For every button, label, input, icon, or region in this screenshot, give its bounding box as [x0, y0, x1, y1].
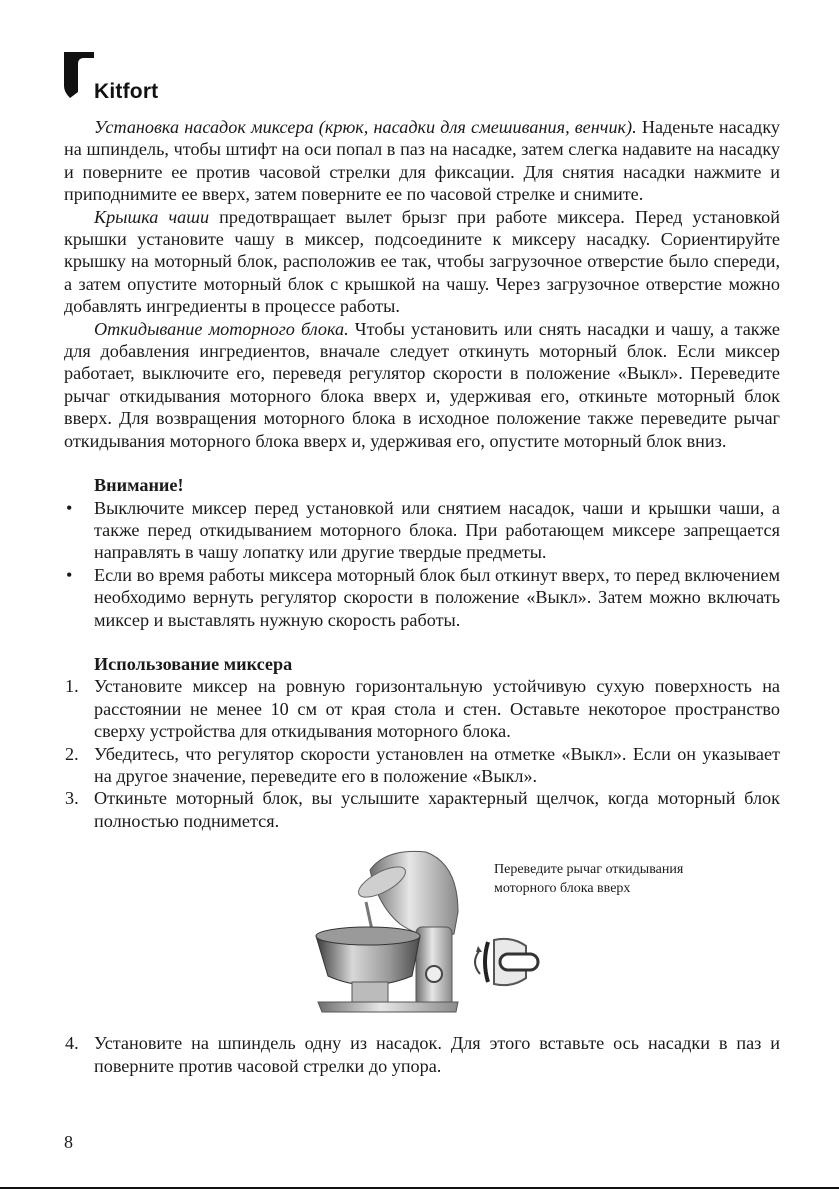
page-number: 8 — [64, 1132, 73, 1152]
list-item-text: Выключите миксер перед установкой или снятием насадок, чаши и крышки чаши, а также перед откидыванием моторного блока. При работающем миксере запрещается направлять в чашу лопатку или другие твердые предметы. — [94, 497, 780, 563]
list-item — [64, 564, 780, 631]
step-item — [64, 743, 780, 788]
paragraph-lead: Откидывание моторного блока. — [94, 318, 349, 339]
step-item — [64, 787, 780, 832]
warning-title: Внимание! — [94, 475, 184, 496]
usage-title: Использование миксера — [94, 653, 293, 674]
bullet-marker: • — [66, 497, 73, 518]
stand-mixer-illustration — [308, 842, 468, 1017]
bullet-marker: • — [66, 564, 73, 585]
list-item-text: Если во время работы миксера моторный блок был откинут вверх, то перед включением необходимо вернуть регулятор скорости в положение «Выкл». Затем можно включать миксер и выставлять нужную скорость работы. — [94, 564, 780, 630]
paragraph-lead: Крышка чаши — [94, 206, 210, 227]
step-text: Убедитесь, что регулятор скорости установлен на отметке «Выкл». Если он указывает на другое значение, переведите его в положение «Выкл». — [94, 743, 780, 786]
paragraph-text: Наденьте насадку на шпиндель, чтобы штифт на оси попал в паз на насадке, затем слегка надавите на насадку и поверните ее против часовой стрелки для фиксации. Для снятия насадки нажмите и приподнимите ее вверх, затем поверните ее по часовой стрелке и снимите. — [64, 117, 780, 205]
usage-steps — [64, 675, 780, 832]
caption-line: Переведите рычаг откидывания — [494, 862, 684, 878]
step-number: 4. — [65, 1033, 79, 1054]
step-number: 2. — [65, 743, 79, 764]
paragraph-bowl-lid — [64, 206, 780, 318]
figure-caption — [494, 860, 734, 898]
warning-list — [64, 497, 780, 631]
step-text: Откиньте моторный блок, вы услышите характерный щелчок, когда моторный блок полностью поднимется. — [94, 788, 780, 831]
page-bottom-divider — [0, 1187, 839, 1189]
paragraph-lead: Установка насадок миксера (крюк, насадки для смешивания, венчик). — [94, 117, 637, 137]
paragraph-text: Чтобы установить или снять насадки и чашу, а также для добавления ингредиентов, вначале следует откинуть моторный блок. Если миксер работает, выключите его, переведя регулятор скорости в положение «Выкл». Переведите рычаг откидывания моторного блока вверх и, удерживая его, откиньте моторный блок вверх. Для возвращения моторного блока в исходное положение также переведите рычаг откидывания моторного блока вверх и, удерживая его, опустите моторный блок вниз. — [64, 318, 780, 451]
step-item — [64, 675, 780, 742]
step-number: 1. — [65, 676, 79, 697]
brand-name: Kitfort — [94, 80, 159, 103]
step-item — [64, 1032, 780, 1077]
step-text: Установите на шпиндель одну из насадок. Для этого вставьте ось насадки в паз и поверните против часовой стрелки до упора. — [94, 1033, 780, 1076]
page-content — [64, 116, 780, 1077]
tilt-head-figure — [64, 842, 780, 1032]
kitfort-logo — [64, 52, 174, 102]
usage-steps-continued — [64, 1032, 780, 1077]
paragraph-tilt-head — [64, 318, 780, 452]
lever-rotate-icon — [464, 932, 554, 992]
step-text: Установите миксер на ровную горизонтальную устойчивую сухую поверхность на расстоянии не менее 10 см от края стола и стен. Оставьте некоторое пространство сверху устройства для откидывания моторного блока. — [94, 676, 780, 742]
caption-line: моторного блока вверх — [494, 881, 631, 897]
list-item — [64, 497, 780, 564]
step-number: 3. — [65, 788, 79, 809]
paragraph-text: предотвращает вылет брызг при работе миксера. Перед установкой крышки установите чашу в миксер, подсоедините к миксеру насадку. Сориентируйте крышку на моторный блок, расположив ее так, чтобы загрузочное отверстие было спереди, а затем опустите моторный блок с крышкой на чашу. Через загрузочное отверстие можно добавлять ингредиенты в процессе работы. — [64, 206, 780, 317]
paragraph-attachments — [64, 116, 780, 206]
